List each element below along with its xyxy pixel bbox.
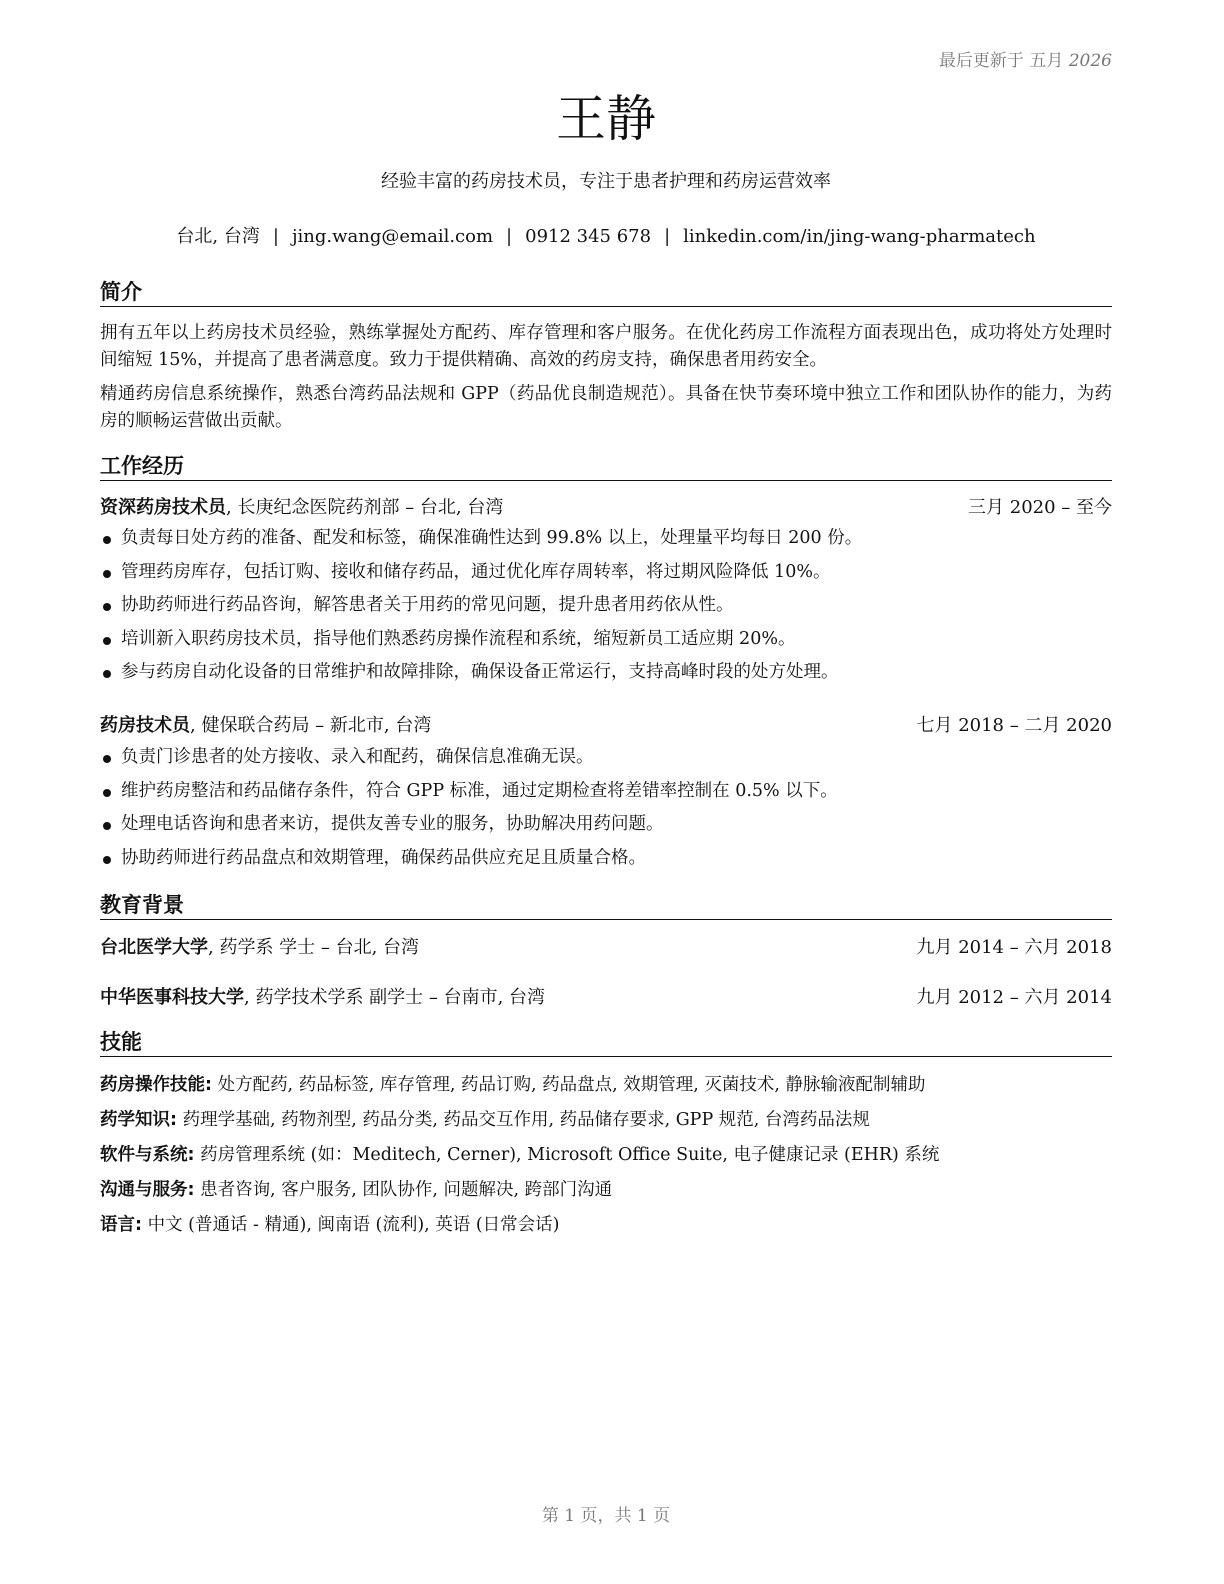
list-item (100, 623, 1112, 657)
skills-list (100, 1068, 1112, 1243)
bullet-icon (103, 755, 111, 763)
list-item (100, 589, 1112, 623)
skill-category: 语言: (100, 1215, 142, 1235)
summary-paragraph: 精通药房信息系统操作，熟悉台湾药品法规和 GPP（药品优良制造规范）。具备在快节奏环境中独立工作和团队协作的能力，为药房的顺畅运营做出贡献。 (100, 384, 1112, 431)
school-name: 台北医学大学 (100, 937, 208, 958)
linkedin-link[interactable]: linkedin.com/in/jing-wang-pharmatech (683, 226, 1036, 247)
separator: | (272, 226, 279, 247)
section-title-summary: 简介 (100, 278, 1112, 307)
job-role: 药房技术员 (100, 715, 190, 736)
location: 台北, 台湾 (176, 226, 260, 247)
education-item (100, 935, 1112, 961)
skill-values: 处方配药, 药品标签, 库存管理, 药品订购, 药品盘点, 效期管理, 灭菌技术, 静脉输液配制辅助 (212, 1075, 926, 1095)
section-title-experience: 工作经历 (100, 452, 1112, 481)
skill-values: 患者咨询, 客户服务, 团队协作, 问题解决, 跨部门沟通 (194, 1180, 613, 1200)
bullet-text: 维护药房整洁和药品储存条件，符合 GPP 标准，通过定期检查将差错率控制在 0.5% 以下。 (121, 780, 838, 801)
bullet-text: 管理药房库存，包括订购、接收和储存药品，通过优化库存周转率，将过期风险降低 10%。 (121, 561, 831, 582)
job-dates: 三月 2020 – 至今 (968, 497, 1112, 518)
bullet-icon (103, 570, 111, 578)
list-item (100, 556, 1112, 590)
skill-category: 沟通与服务: (100, 1180, 195, 1200)
separator: | (506, 226, 513, 247)
list-item (100, 842, 1112, 876)
list-item (100, 741, 1112, 775)
skill-row (100, 1208, 1112, 1243)
section-title-education: 教育背景 (100, 891, 1112, 920)
bullet-icon (103, 789, 111, 797)
last-updated-year: 2026 (1068, 51, 1112, 71)
skill-values: 药理学基础, 药物剂型, 药品分类, 药品交互作用, 药品储存要求, GPP 规范, 台湾药品法规 (177, 1110, 870, 1130)
separator: | (664, 226, 671, 247)
skill-category: 药房操作技能: (100, 1075, 212, 1095)
job-employer: , 长庚纪念医院药剂部 – 台北, 台湾 (226, 497, 504, 518)
email-link[interactable]: jing.wang@email.com (291, 226, 494, 247)
job-bullets (100, 741, 1112, 875)
bullet-text: 培训新入职药房技术员，指导他们熟悉药房操作流程和系统，缩短新员工适应期 20%。 (121, 628, 796, 649)
job-employer: , 健保联合药局 – 新北市, 台湾 (190, 715, 432, 736)
education-item (100, 985, 1112, 1011)
bullet-icon (103, 603, 111, 611)
education-dates: 九月 2012 – 六月 2014 (916, 987, 1112, 1008)
skill-values: 药房管理系统 (如：Meditech, Cerner), Microsoft Office Suite, 电子健康记录 (EHR) 系统 (194, 1145, 940, 1165)
skill-row (100, 1173, 1112, 1208)
phone: 0912 345 678 (525, 226, 652, 247)
bullet-icon (103, 856, 111, 864)
job-heading (100, 495, 1112, 521)
degree: , 药学系 学士 – 台北, 台湾 (208, 937, 420, 958)
skill-category: 药学知识: (100, 1110, 177, 1130)
page-number: 第 1 页，共 1 页 (541, 1506, 671, 1526)
tagline: 经验丰富的药房技术员，专注于患者护理和药房运营效率 (381, 171, 831, 192)
bullet-icon (103, 536, 111, 544)
job-role: 资深药房技术员 (100, 497, 226, 518)
job-bullets (100, 522, 1112, 690)
list-item (100, 775, 1112, 809)
bullet-icon (103, 670, 111, 678)
candidate-name: 王静 (556, 90, 656, 148)
resume-page (100, 0, 1112, 1584)
school-name: 中华医事科技大学 (100, 987, 244, 1008)
list-item (100, 808, 1112, 842)
bullet-text: 负责每日处方药的准备、配发和标签，确保准确性达到 99.8% 以上，处理量平均每日 200 份。 (121, 528, 863, 548)
skill-row (100, 1068, 1112, 1103)
bullet-text: 负责门诊患者的处方接收、录入和配药，确保信息准确无误。 (121, 747, 594, 767)
contact-line (100, 224, 1112, 250)
summary-paragraph: 拥有五年以上药房技术员经验，熟练掌握处方配药、库存管理和客户服务。在优化药房工作流程方面表现出色，成功将处方处理时间缩短 15%，并提高了患者满意度。致力于提供精确、高效的药房支持，确保患者用药安全。 (100, 323, 1112, 370)
list-item (100, 656, 1112, 690)
bullet-icon (103, 822, 111, 830)
bullet-text: 处理电话咨询和患者来访，提供友善专业的服务，协助解决用药问题。 (121, 814, 664, 834)
bullet-icon (103, 637, 111, 645)
list-item (100, 522, 1112, 556)
bullet-text: 参与药房自动化设备的日常维护和故障排除，确保设备正常运行，支持高峰时段的处方处理。 (121, 662, 839, 682)
skill-category: 软件与系统: (100, 1145, 195, 1165)
degree: , 药学技术学系 副学士 – 台南市, 台湾 (244, 987, 546, 1008)
job-heading (100, 713, 1112, 739)
skill-values: 中文 (普通话 - 精通), 闽南语 (流利), 英语 (日常会话) (142, 1215, 560, 1235)
last-updated-label: 最后更新于 五月 (938, 51, 1064, 71)
bullet-text: 协助药师进行药品盘点和效期管理，确保药品供应充足且质量合格。 (121, 847, 646, 868)
job-dates: 七月 2018 – 二月 2020 (916, 715, 1112, 736)
skill-row (100, 1138, 1112, 1173)
bullet-text: 协助药师进行药品咨询，解答患者关于用药的常见问题，提升患者用药依从性。 (121, 595, 734, 615)
skill-row (100, 1103, 1112, 1138)
section-title-skills: 技能 (100, 1028, 1112, 1057)
education-dates: 九月 2014 – 六月 2018 (916, 937, 1112, 958)
last-updated (939, 46, 1112, 71)
